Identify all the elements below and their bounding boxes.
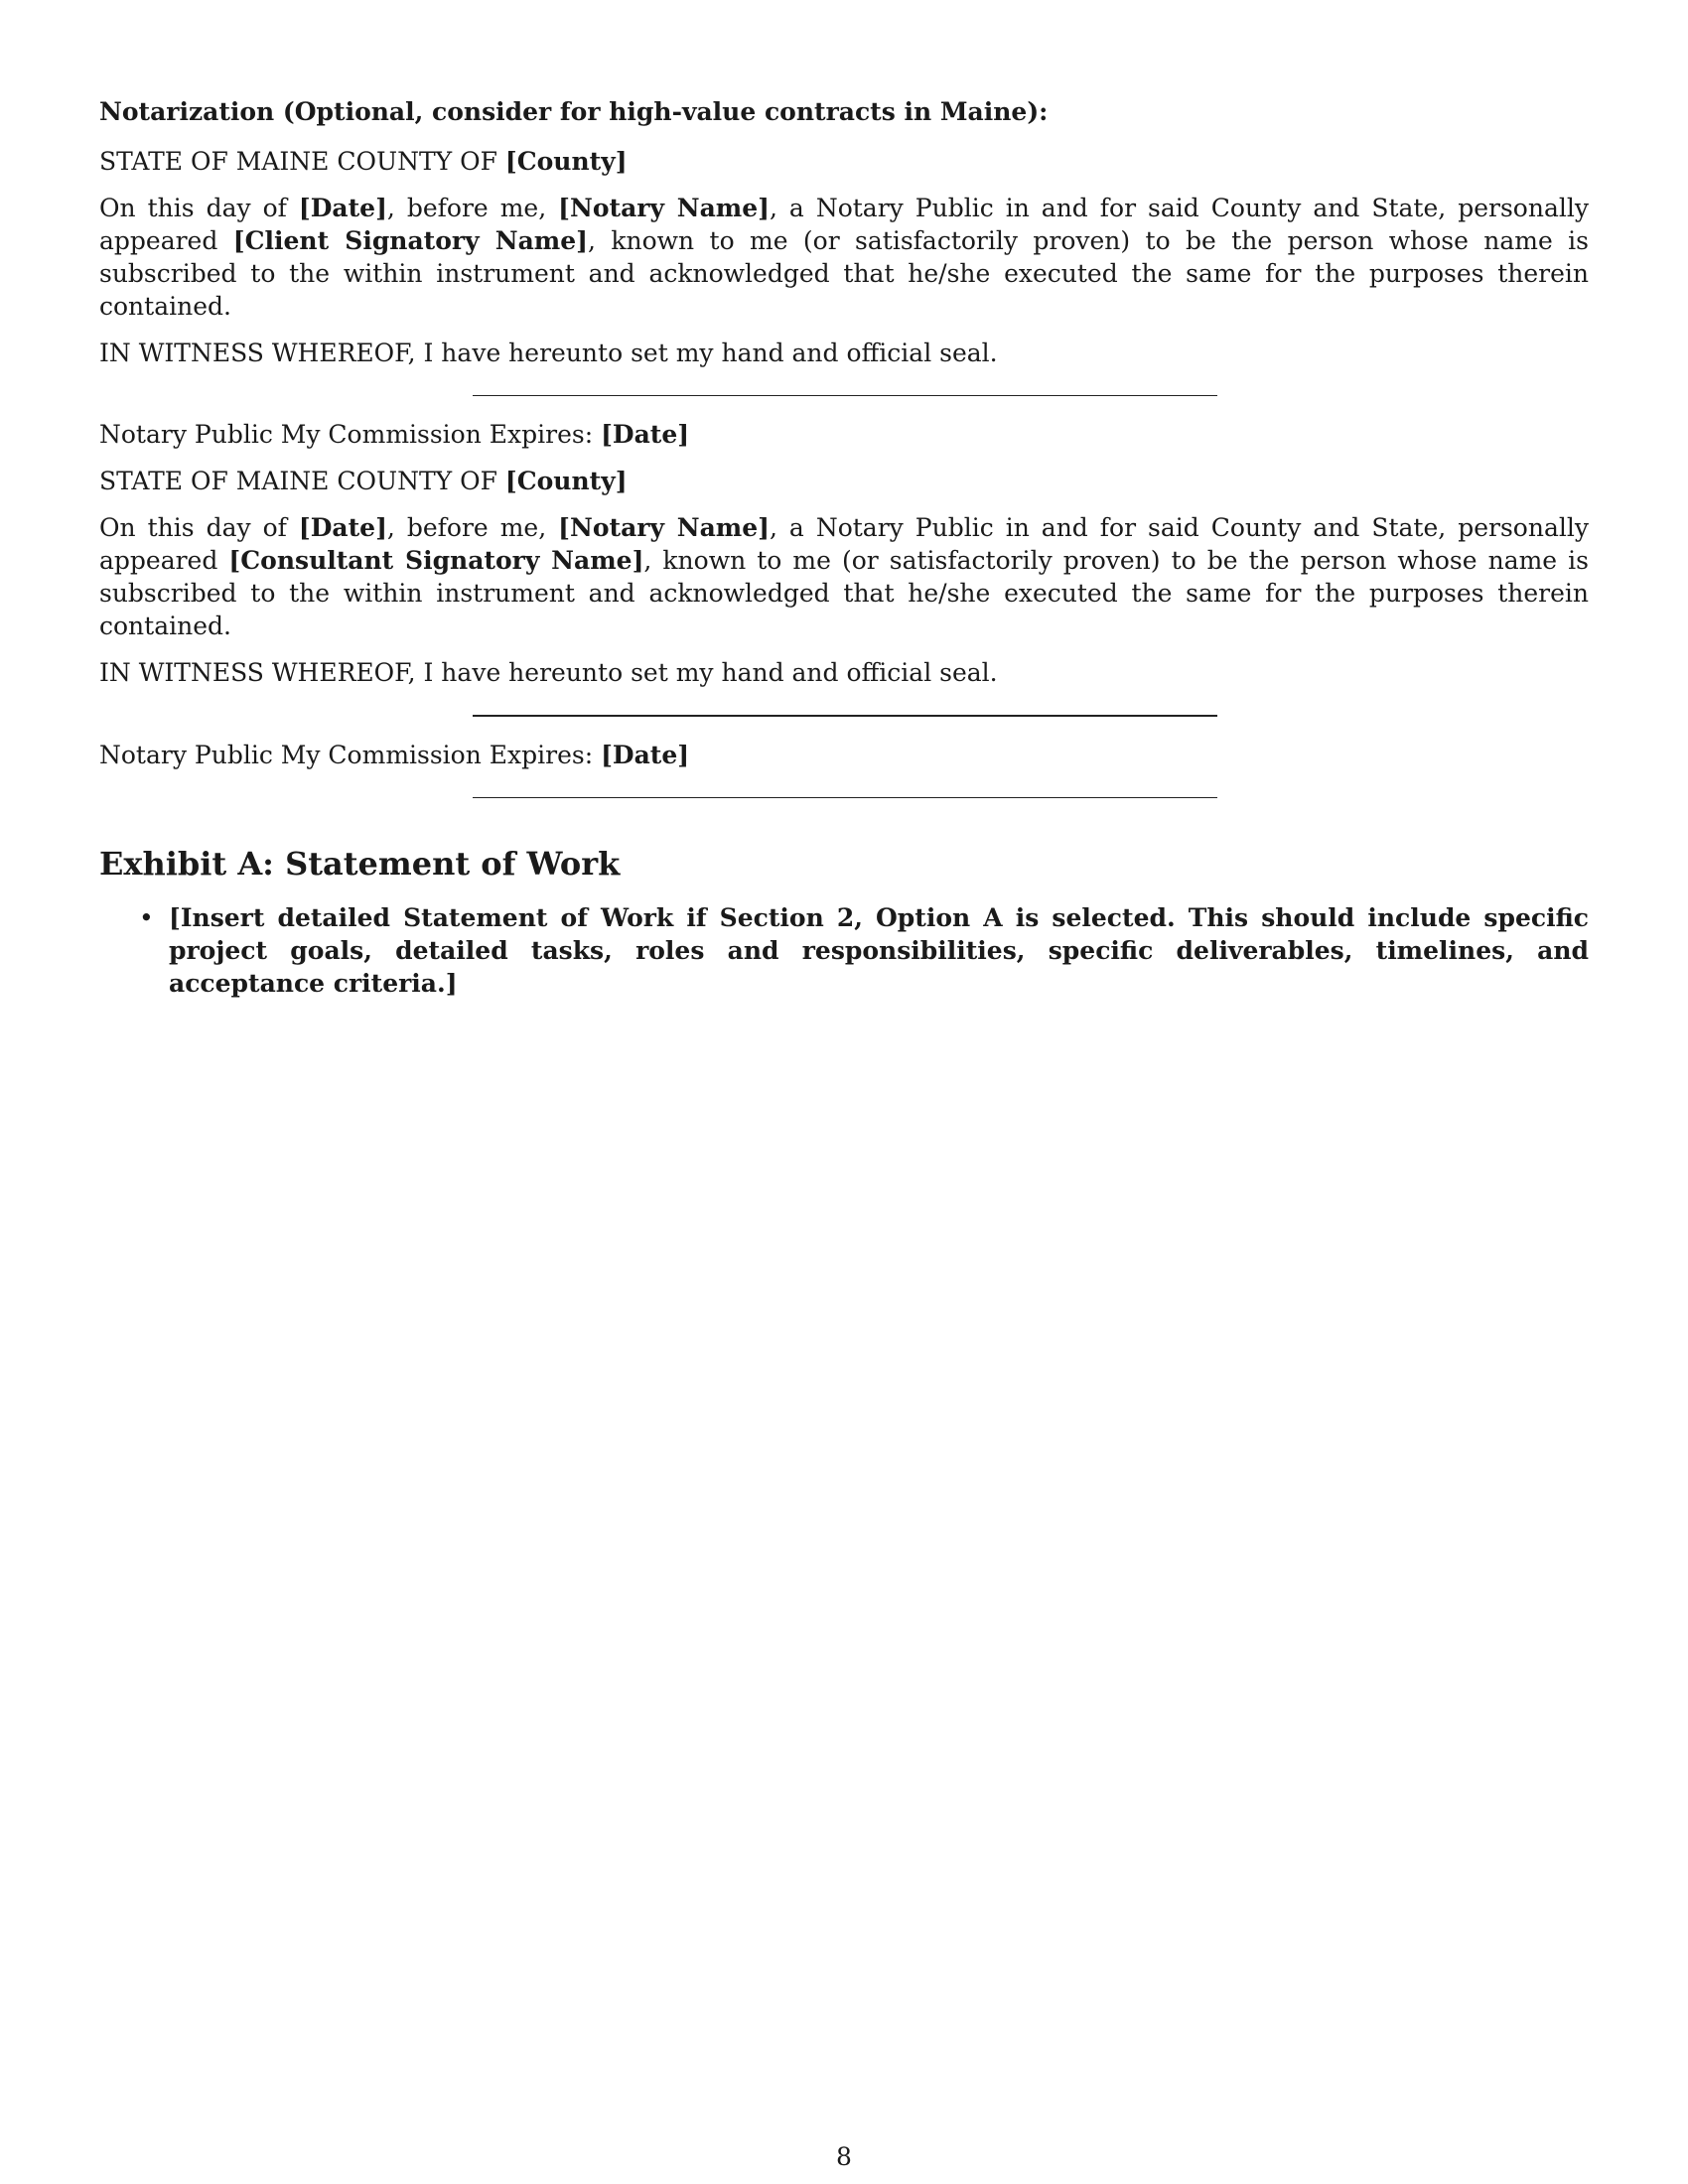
county-placeholder: [County] xyxy=(504,467,628,495)
notary-block-client xyxy=(99,145,1589,451)
ack-text-3: , a Notary Public in and for said County and State, personally appeared xyxy=(99,194,1589,255)
state-county-line xyxy=(99,465,1589,497)
county-placeholder: [County] xyxy=(504,147,628,176)
ack-text-4: , known to me (or satisfactorily proven) to be the person whose name is subscribed to the within instrument and acknowledged that he/she executed the same for the purposes therein contained. xyxy=(99,546,1589,640)
state-county-prefix: STATE OF MAINE COUNTY OF xyxy=(99,467,505,495)
notary-signature-line-final xyxy=(473,797,1217,798)
ack-text-2: , before me, xyxy=(386,194,559,222)
state-county-line xyxy=(99,145,1589,178)
page-number: 8 xyxy=(836,2142,852,2171)
signatory-name-placeholder: [Consultant Signatory Name] xyxy=(228,546,644,575)
list-item xyxy=(139,901,1589,1000)
ack-text-1: On this day of xyxy=(99,194,299,222)
notary-name-placeholder: [Notary Name] xyxy=(558,194,770,222)
bullet-icon: • xyxy=(139,903,154,932)
exhibit-a-section xyxy=(99,844,1589,1000)
exhibit-a-heading: Exhibit A: Statement of Work xyxy=(99,845,621,883)
expires-date-placeholder: [Date] xyxy=(601,741,690,769)
notary-signature-line xyxy=(473,715,1217,717)
ack-text-3: , a Notary Public in and for said County and State, personally appeared xyxy=(99,513,1589,575)
date-placeholder: [Date] xyxy=(298,194,387,222)
commission-expires-line xyxy=(99,418,1589,451)
notary-name-placeholder: [Notary Name] xyxy=(558,513,770,542)
notary-block-consultant xyxy=(99,465,1589,798)
witness-statement: IN WITNESS WHEREOF, I have hereunto set my hand and official seal. xyxy=(99,658,998,687)
document-page xyxy=(99,95,1589,1000)
ack-text-1: On this day of xyxy=(99,513,299,542)
notarization-title: Notarization (Optional, consider for high-value contracts in Maine): xyxy=(99,97,1049,126)
ack-text-4: , known to me (or satisfactorily proven) to be the person whose name is subscribed to the within instrument and acknowledged that he/she executed the same for the purposes therein contained. xyxy=(99,226,1589,321)
acknowledgment-paragraph xyxy=(99,192,1589,323)
signatory-name-placeholder: [Client Signatory Name] xyxy=(232,226,588,255)
expires-date-placeholder: [Date] xyxy=(601,420,690,449)
ack-text-2: , before me, xyxy=(386,513,559,542)
sow-placeholder-text: [Insert detailed Statement of Work if Section 2, Option A is selected. This should include specific project goals, detailed tasks, roles and responsibilities, specific deliverables, timelines, and acceptance criteria.] xyxy=(169,903,1589,998)
commission-expires-label: Notary Public My Commission Expires: xyxy=(99,420,602,449)
acknowledgment-paragraph xyxy=(99,511,1589,642)
commission-expires-line xyxy=(99,739,1589,771)
statement-of-work-list xyxy=(99,901,1589,1000)
witness-statement: IN WITNESS WHEREOF, I have hereunto set my hand and official seal. xyxy=(99,339,998,367)
state-county-prefix: STATE OF MAINE COUNTY OF xyxy=(99,147,505,176)
date-placeholder: [Date] xyxy=(298,513,387,542)
commission-expires-label: Notary Public My Commission Expires: xyxy=(99,741,602,769)
notary-signature-line xyxy=(473,395,1217,396)
